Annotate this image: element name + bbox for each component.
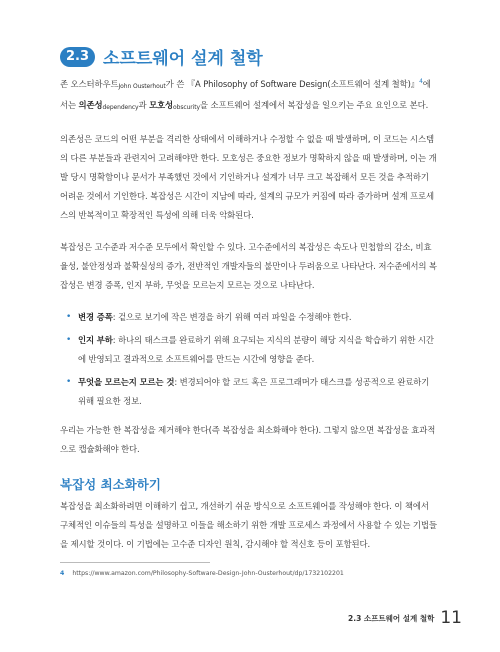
footnote-divider xyxy=(60,562,210,563)
term-obscurity-english: obscurity xyxy=(173,104,200,111)
bullet-text: : 하나의 태스크를 완료하기 위해 요구되는 지식의 분량이 해당 지식을 학습하기 위한 시간에 반영되고 결과적으로 소프트웨어를 만드는 시간에 영향을 준다. xyxy=(78,335,434,364)
list-item xyxy=(60,331,438,369)
list-item xyxy=(60,373,438,411)
bullet-term: 무엇을 모르는지 모르는 것 xyxy=(78,377,175,387)
list-item xyxy=(60,308,438,327)
intro-text-2: 가 쓴 『A Philosophy of Software Design(소프트웨어 설계 철학)』 xyxy=(165,79,420,89)
section-number-badge: 2.3 xyxy=(60,47,95,67)
section-heading xyxy=(60,44,263,69)
bullet-icon: • xyxy=(66,312,72,322)
intro-text-5: 을 소프트웨어 설계에서 복잡성을 일으키는 주요 요인으로 본다. xyxy=(199,100,429,110)
footnote-url[interactable]: https://www.amazon.com/Philosophy-Software-Design-John-Ousterhout/dp/1732102201 xyxy=(72,570,344,577)
bullet-icon: • xyxy=(66,335,72,345)
section-title: 소프트웨어 설계 철학 xyxy=(103,49,263,69)
intro-text-3: 에서는 xyxy=(60,79,431,110)
term-dependency: 의존성 xyxy=(78,100,103,110)
subsection-heading: 복잡성 최소화하기 xyxy=(60,477,161,492)
footnote-number: 4 xyxy=(60,570,65,577)
bullet-text: : 겉으로 보기에 작은 변경을 하기 위해 여러 파일을 수정해야 한다. xyxy=(112,312,352,322)
complexity-symptom-list xyxy=(60,308,438,411)
term-dependency-english: dependency xyxy=(102,104,139,111)
running-head: 2.3 소프트웨어 설계 철학 xyxy=(348,613,435,623)
page-number: 11 xyxy=(440,608,462,628)
paragraph-complexity-levels: 복잡성은 고수준과 저수준 모두에서 확인할 수 있다. 고수준에서의 복잡성은 속도나 민첩함의 감소, 비효율성, 불안정성과 불확실성의 증가, 전반적인 개발자들의 불만이나 두려움으로 나타난다. 저수준에서의 복잡성은 변경 증폭, 인지 부하, 무엇을 모르는지 모르는 것으로 나타난다. xyxy=(60,242,437,290)
footnote-reference[interactable]: 4 xyxy=(419,78,423,85)
intro-text-1: 존 오스터하우트 xyxy=(60,79,119,89)
footnote xyxy=(60,570,344,577)
bullet-term: 변경 증폭 xyxy=(78,312,113,322)
author-english-name: John Ousterhout xyxy=(118,83,166,90)
term-obscurity: 모호성 xyxy=(149,100,174,110)
bullet-icon: • xyxy=(66,377,72,387)
paragraph-dependency-obscurity: 의존성은 코드의 어떤 부분을 격리한 상태에서 이해하거나 수정할 수 없을 때 발생하며, 이 코드는 시스템의 다른 부분들과 관련지어 고려해야만 한다. 모호성은 중요한 정보가 명확하지 않을 때 발생하며, 이는 개발 당시 명확함이나 문서가 부족했던 것에서 기인하거나 설계가 너무 크고 복잡해서 모든 것을 추적하기 어려운 것에서 기인한다. 복잡성은 시간이 지남에 따라, 설계의 규모가 커짐에 따라 증가하며 설계 프로세스의 반복적이고 확장적인 특성에 의해 더욱 악화된다. xyxy=(60,134,437,220)
bullet-text: : 변경되어야 할 코드 혹은 프로그래머가 태스크를 성공적으로 완료하기 위해 필요한 정보. xyxy=(78,377,430,406)
intro-paragraph xyxy=(60,72,438,117)
page-footer xyxy=(348,608,462,628)
body-text xyxy=(60,72,438,567)
bullet-term: 인지 부하 xyxy=(78,335,113,345)
paragraph-minimizing-complexity: 복잡성을 최소화하려면 이해하기 쉽고, 개선하기 쉬운 방식으로 소프트웨어를 작성해야 한다. 이 책에서 구체적인 이슈들의 특성을 설명하고 이들을 해소하기 위한 개발 프로세스 과정에서 사용할 수 있는 기법들을 제시할 것이다. 이 기법에는 고수준 디자인 원칙, 감시해야 할 적신호 등이 포함된다. xyxy=(60,501,437,549)
intro-text-4: 과 xyxy=(138,100,150,110)
paragraph-minimize: 우리는 가능한 한 복잡성을 제거해야 한다(즉 복잡성을 최소화해야 한다). 그렇지 않으면 복잡성을 효과적으로 캡슐화해야 한다. xyxy=(60,425,436,454)
